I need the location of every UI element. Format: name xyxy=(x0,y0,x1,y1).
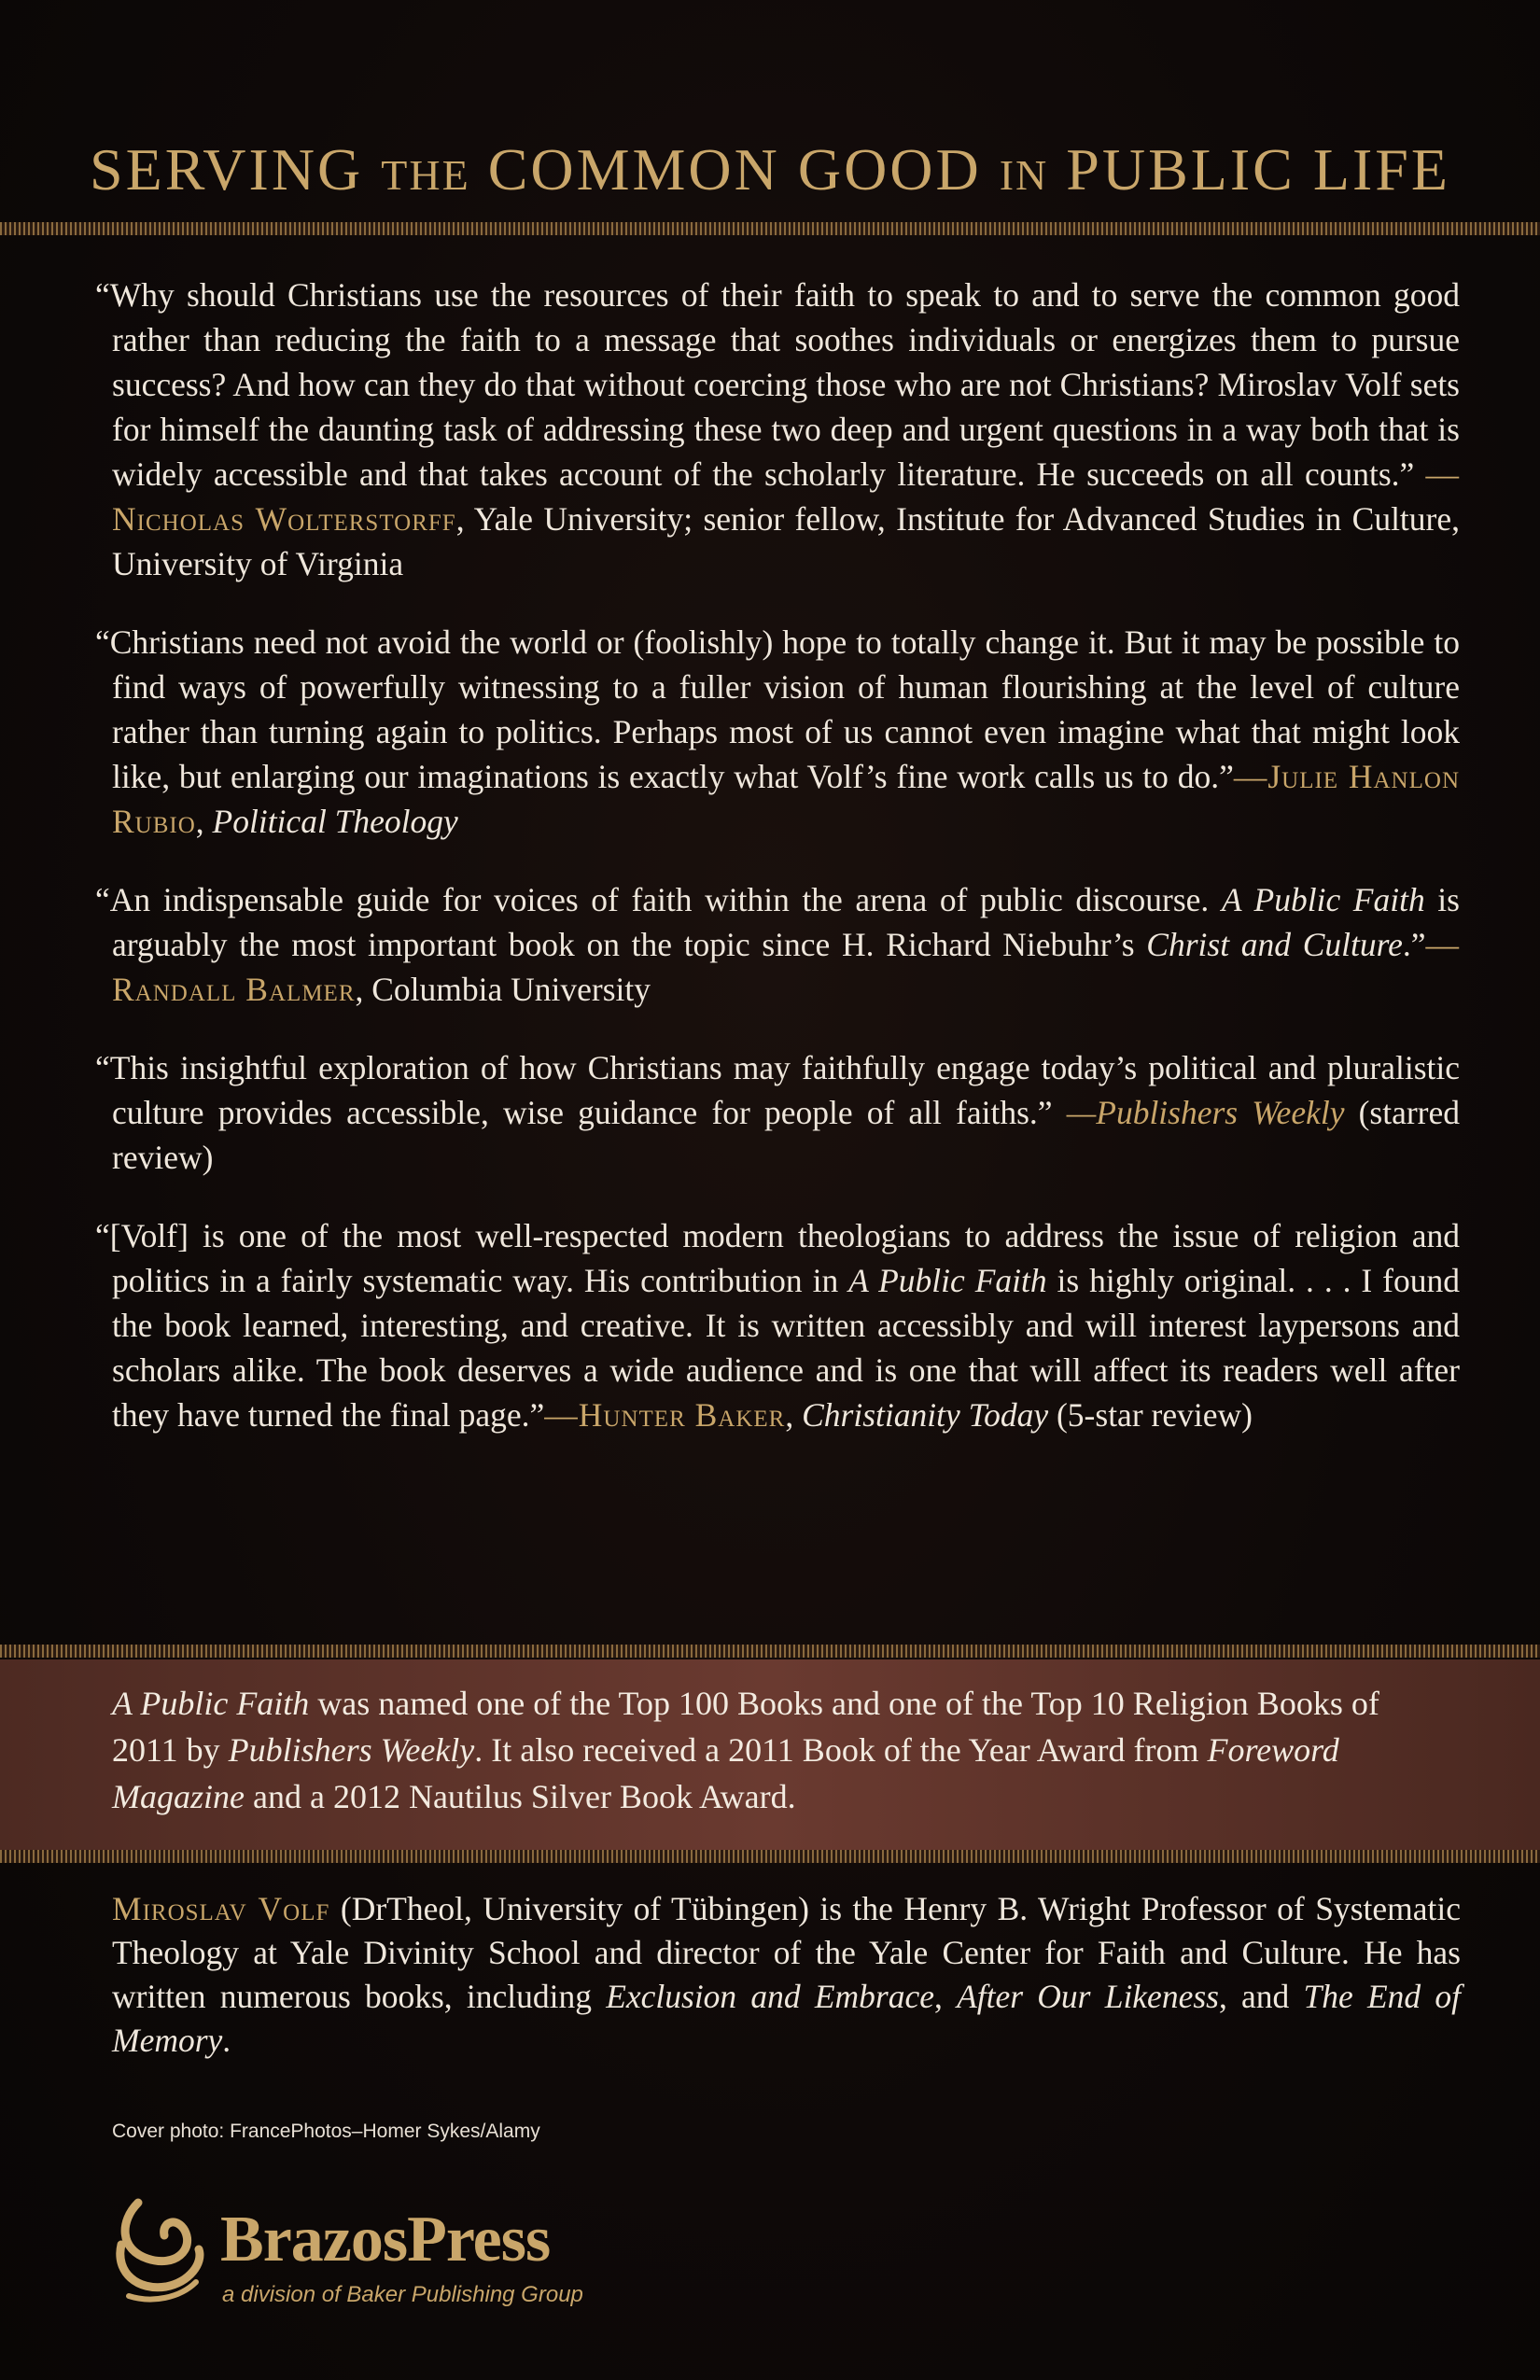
quote-author: —Nicholas Wolterstorff xyxy=(112,455,1460,538)
quote-text: “This insightful exploration of how Christians may faithfully engage today’s political and pluralistic culture provides accessible, wise guidance for people of all faiths.” xyxy=(95,1049,1460,1131)
quote-text: “[Volf] is one of the most well-respected modern theologians to address the issue of religion and politics in a fairly systematic way. His contribution in xyxy=(95,1217,1460,1299)
heading-word: THE xyxy=(381,151,470,199)
bio-text: , and xyxy=(1218,1978,1304,2015)
quote-author: —Randall Balmer xyxy=(112,926,1460,1008)
cover-heading xyxy=(0,135,1540,204)
divider-rule xyxy=(0,1645,1540,1658)
quote-author: —Publishers Weekly xyxy=(1066,1094,1345,1131)
heading-word: IN xyxy=(999,151,1049,199)
book-title: After Our Likeness xyxy=(957,1978,1219,2015)
award-text-part: and a 2012 Nautilus Silver Book Award. xyxy=(244,1778,796,1815)
quote-text: is highly original. . . . I found the book learned, interesting, and creative. It is written accessibly and will interest laypersons and scholars alike. The book deserves a wide audience and is one that will affect its readers well after they have turned the final page.” xyxy=(112,1262,1461,1434)
publication-name: Publishers Weekly xyxy=(228,1731,475,1769)
quote-separator: , xyxy=(785,1396,803,1434)
publisher-name: BrazosPress xyxy=(220,2204,551,2275)
endorsement-quote xyxy=(95,273,1460,586)
quote-text: is arguably the most important book on the topic since H. Richard Niebuhr’s xyxy=(112,881,1460,963)
publisher-division: a division of Baker Publishing Group xyxy=(222,2282,583,2307)
quote-separator: , xyxy=(195,803,213,840)
book-title: A Public Faith xyxy=(848,1262,1047,1299)
heading-word: SERVING xyxy=(90,136,364,203)
award-text-part: was named one of the Top 100 Books and one of the Top 10 Religion Books of 2011 by xyxy=(112,1685,1379,1769)
endorsement-quote xyxy=(95,1213,1460,1437)
quote-text: “An indispensable guide for voices of faith within the arena of public discourse. xyxy=(95,881,1222,918)
publisher-logo xyxy=(110,2193,595,2315)
book-title: Christ and Culture xyxy=(1146,926,1403,963)
bio-text: . xyxy=(222,2022,231,2059)
endorsements xyxy=(95,273,1460,1471)
author-bio xyxy=(112,1887,1461,2063)
bio-text: , xyxy=(934,1978,958,2015)
quote-source: Christianity Today xyxy=(802,1396,1049,1434)
bio-text: (DrTheol, University of Tübingen) is the Henry B. Wright Professor of Systematic Theology at Yale Divinity School and director of the Yale Center for Faith and Culture. He has written numerous books, including xyxy=(112,1890,1461,2015)
book-title: A Public Faith xyxy=(1221,881,1425,918)
quote-source: Political Theology xyxy=(212,803,458,840)
quote-text: “Why should Christians use the resources of their faith to speak to and to serve the common good rather than reducing the faith to a message that soothes individuals or energizes them to pursue success? And how can they do that without coercing those who are not Christians? Miroslav Volf sets for himself the daunting task of addressing these two deep and urgent questions in a way both that is widely accessible and that takes account of the scholarly literature. He succeeds on all counts.” xyxy=(95,276,1460,493)
quote-author: —Hunter Baker xyxy=(544,1396,786,1434)
quote-text: .” xyxy=(1402,926,1426,963)
quote-note: (starred review) xyxy=(112,1094,1460,1176)
quote-affiliation: , Columbia University xyxy=(355,971,651,1008)
divider-rule xyxy=(0,222,1540,235)
quote-affiliation: , Yale University; senior fellow, Institute for Advanced Studies in Culture, University of Virginia xyxy=(112,500,1460,582)
book-title: Exclusion and Embrace xyxy=(606,1978,934,2015)
publication-name: Foreword Magazine xyxy=(112,1731,1339,1815)
brazos-swirl-icon xyxy=(110,2193,213,2305)
endorsement-quote xyxy=(95,620,1460,844)
author-name: Miroslav Volf xyxy=(112,1890,330,1927)
quote-note: (5-star review) xyxy=(1048,1396,1253,1434)
endorsement-quote xyxy=(95,877,1460,1012)
heading-word: COMMON GOOD xyxy=(487,136,982,203)
book-title: The End of Memory xyxy=(112,1978,1461,2059)
award-text xyxy=(112,1680,1437,1820)
heading-word: PUBLIC LIFE xyxy=(1066,136,1450,203)
endorsement-quote xyxy=(95,1045,1460,1180)
award-text-part: . It also received a 2011 Book of the Year Award from xyxy=(474,1731,1208,1769)
quote-text: “Christians need not avoid the world or (foolishly) hope to totally change it. But it may be possible to find ways of powerfully witnessing to a fuller vision of human flourishing at the level of culture rather than turning again to politics. Perhaps most of us cannot even imagine what that might look like, but enlarging our imaginations is exactly what Volf’s fine work calls us to do.” xyxy=(95,623,1460,795)
book-title: A Public Faith xyxy=(112,1685,310,1722)
quote-author: —Julie Hanlon Rubio xyxy=(112,758,1460,840)
photo-credit: Cover photo: FrancePhotos–Homer Sykes/Alamy xyxy=(112,2121,540,2142)
divider-rule xyxy=(0,1850,1540,1863)
